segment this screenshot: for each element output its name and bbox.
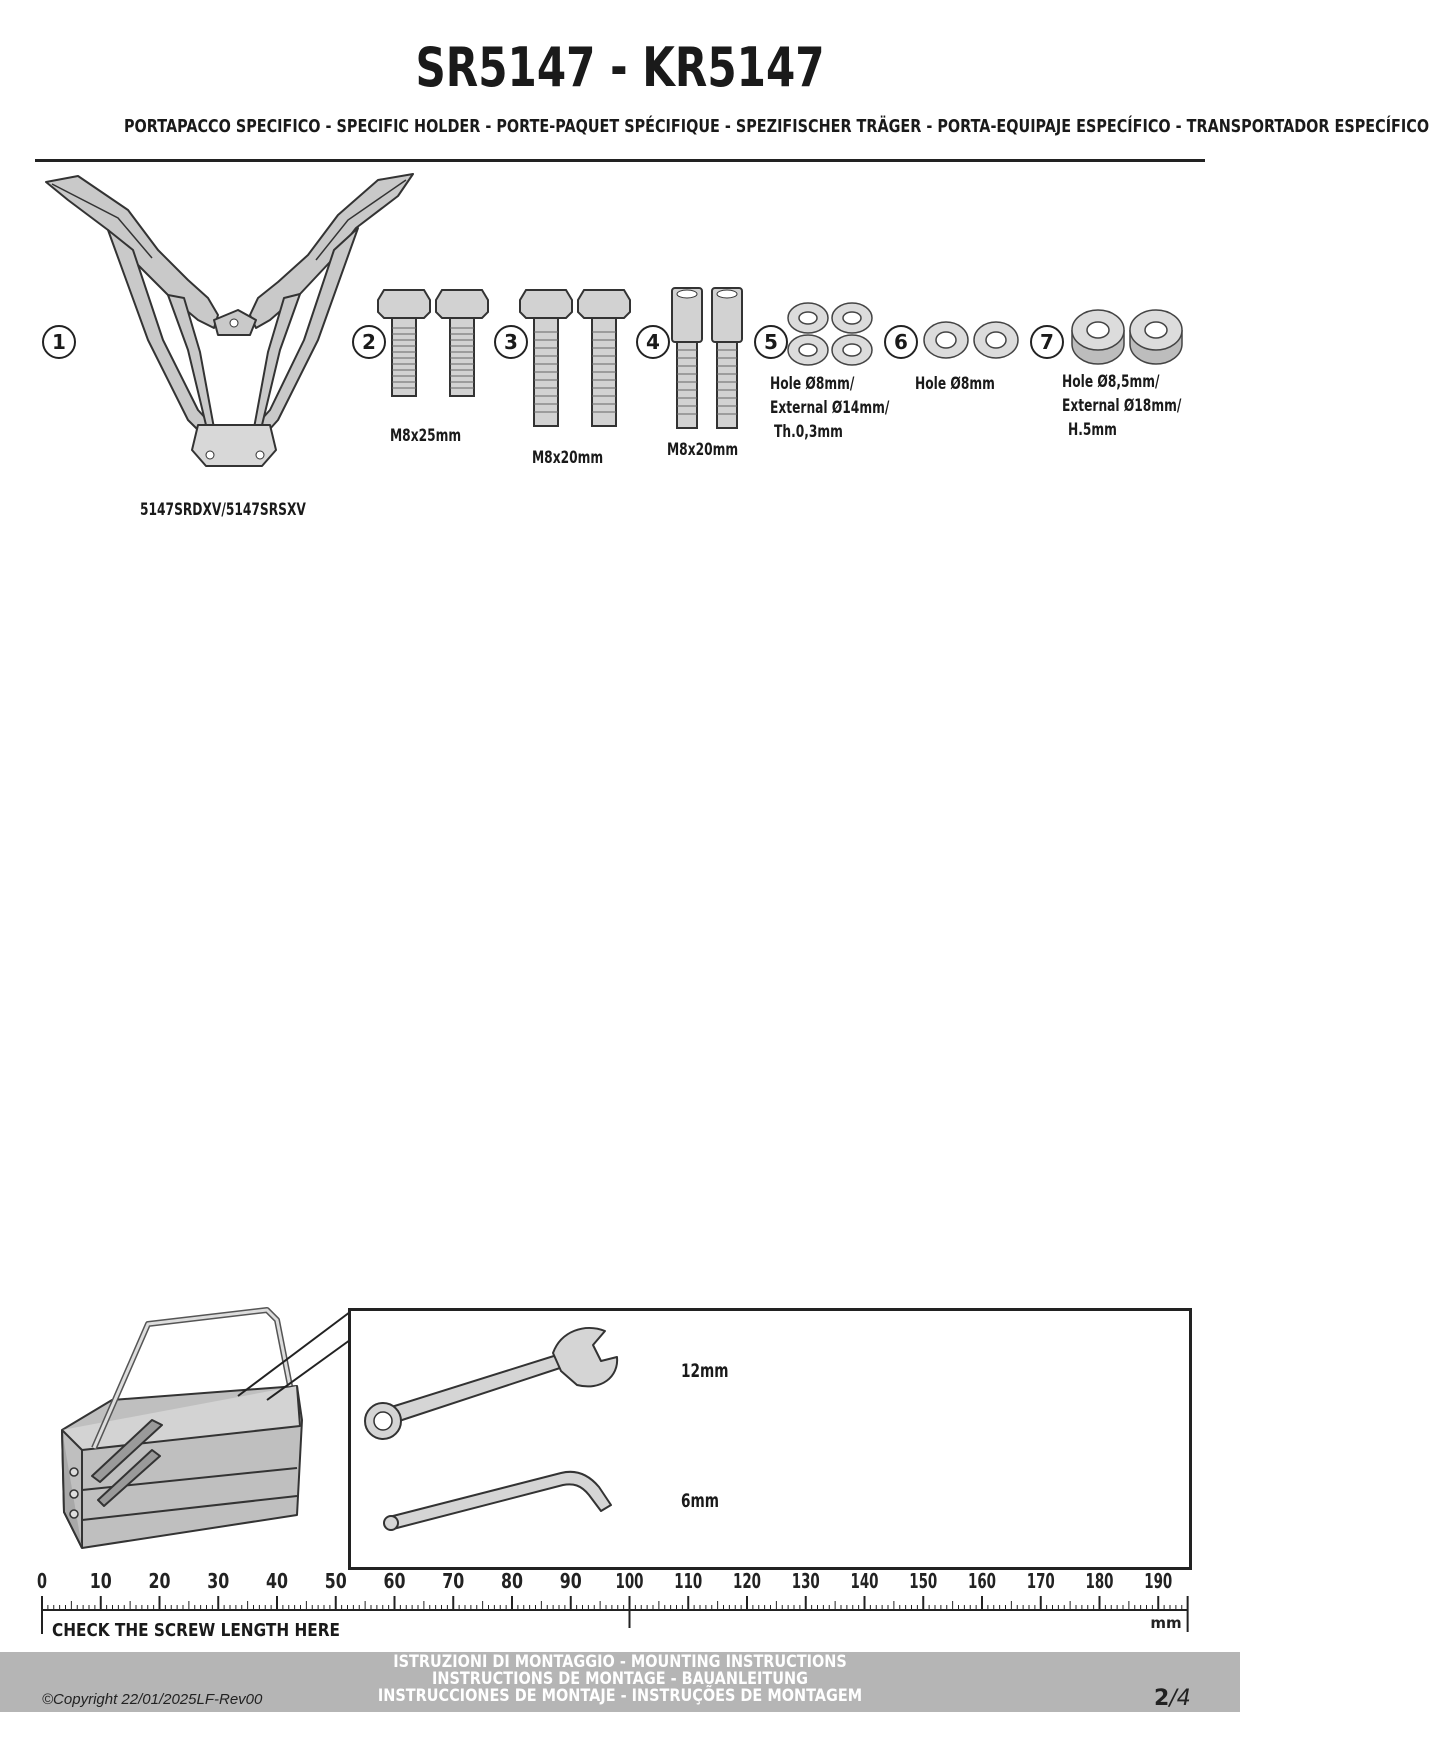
flange-bolt-icon [378,282,498,402]
ruler-tick-label: 190 [1144,1569,1173,1593]
ruler-tick-label: 100 [615,1569,644,1593]
tool-size-allen-key: 6mm [681,1490,720,1512]
tool-size-wrench: 12mm [681,1360,729,1382]
document-title: SR5147 - KR5147 [415,36,825,99]
ruler-tick-label: 0 [37,1569,47,1593]
ruler-tick-label: 30 [207,1569,230,1593]
flat-washer-icon [922,316,1022,364]
part-number-7: 7 [1030,325,1064,359]
washer-icon [786,300,876,368]
ruler-tick-label: 90 [559,1569,582,1593]
page-number [1154,1686,1191,1711]
part-label-4: M8x20mm [667,440,739,460]
part-number-2: 2 [352,325,386,359]
wrench-icon [357,1321,637,1441]
ruler-tick-label: 50 [324,1569,347,1593]
part-label-5-line3: Th.0,3mm [774,422,843,442]
ruler-tick-label: 10 [89,1569,112,1593]
part-number-6: 6 [884,325,918,359]
part-label-7-line2: External Ø18mm/ [1062,396,1182,416]
document-subtitle: PORTAPACCO SPECIFICO - SPECIFIC HOLDER - PORTE-PAQUET SPÉCIFIQUE - SPEZIFISCHER TRÄGER - PORTA-EQUIPAJE ESPECÍFICO - TRANSPORTADOR ESPECÍFICO [124,116,1429,137]
ruler-tick-label: 130 [791,1569,820,1593]
part-label-2: M8x25mm [390,426,462,446]
part-label-1: 5147SRDXV/5147SRSXV [140,500,306,520]
part-number-4: 4 [636,325,670,359]
ruler-tick-label: 60 [383,1569,406,1593]
part-label-6: Hole Ø8mm [915,374,995,394]
ruler-tick-label: 180 [1085,1569,1114,1593]
part-label-5-line1: Hole Ø8mm/ [770,374,855,394]
footer-line-1: ISTRUZIONI DI MONTAGGIO - MOUNTING INSTRUCTIONS [393,1652,847,1672]
part-label-3: M8x20mm [532,448,604,468]
page-total: 4 [1176,1686,1191,1711]
ruler-tick-label: 160 [968,1569,996,1593]
page-separator: / [1169,1686,1177,1711]
toolbox-icon [52,1300,352,1562]
flange-bolt-long-icon [520,282,640,432]
copyright-text: ©Copyright 22/01/2025LF-Rev00 [42,1691,263,1708]
screw-length-ruler [30,1566,1210,1666]
ruler-caption: CHECK THE SCREW LENGTH HERE [52,1620,340,1641]
part-label-7-line1: Hole Ø8,5mm/ [1062,372,1160,392]
part-number-3: 3 [494,325,528,359]
thick-spacer-icon [1068,308,1188,370]
socket-screw-icon [668,284,748,434]
part-number-5: 5 [754,325,788,359]
part-label-7-line3: H.5mm [1068,420,1117,440]
ruler-tick-label: 120 [733,1569,761,1593]
ruler-tick-label: 80 [501,1569,523,1593]
ruler-tick-label: 170 [1026,1569,1055,1593]
ruler-tick-label: 70 [442,1569,465,1593]
part-label-5-line2: External Ø14mm/ [770,398,890,418]
allen-key-icon [381,1461,631,1551]
header-divider [35,159,1205,162]
ruler-tick-label: 40 [266,1569,288,1593]
footer-line-2: INSTRUCTIONS DE MONTAGE - BAUANLEITUNG [432,1669,808,1689]
ruler-tick-label: 110 [674,1569,703,1593]
ruler-tick-label: 20 [148,1569,171,1593]
footer-line-3: INSTRUCCIONES DE MONTAJE - INSTRUÇÕES DE MONTAGEM [377,1686,863,1706]
part-number-1: 1 [42,325,76,359]
tools-panel [348,1308,1192,1570]
ruler-tick-label: 140 [850,1569,879,1593]
ruler-tick-label: 150 [909,1569,938,1593]
ruler-unit: mm [1150,1614,1182,1632]
page-current: 2 [1154,1686,1170,1711]
